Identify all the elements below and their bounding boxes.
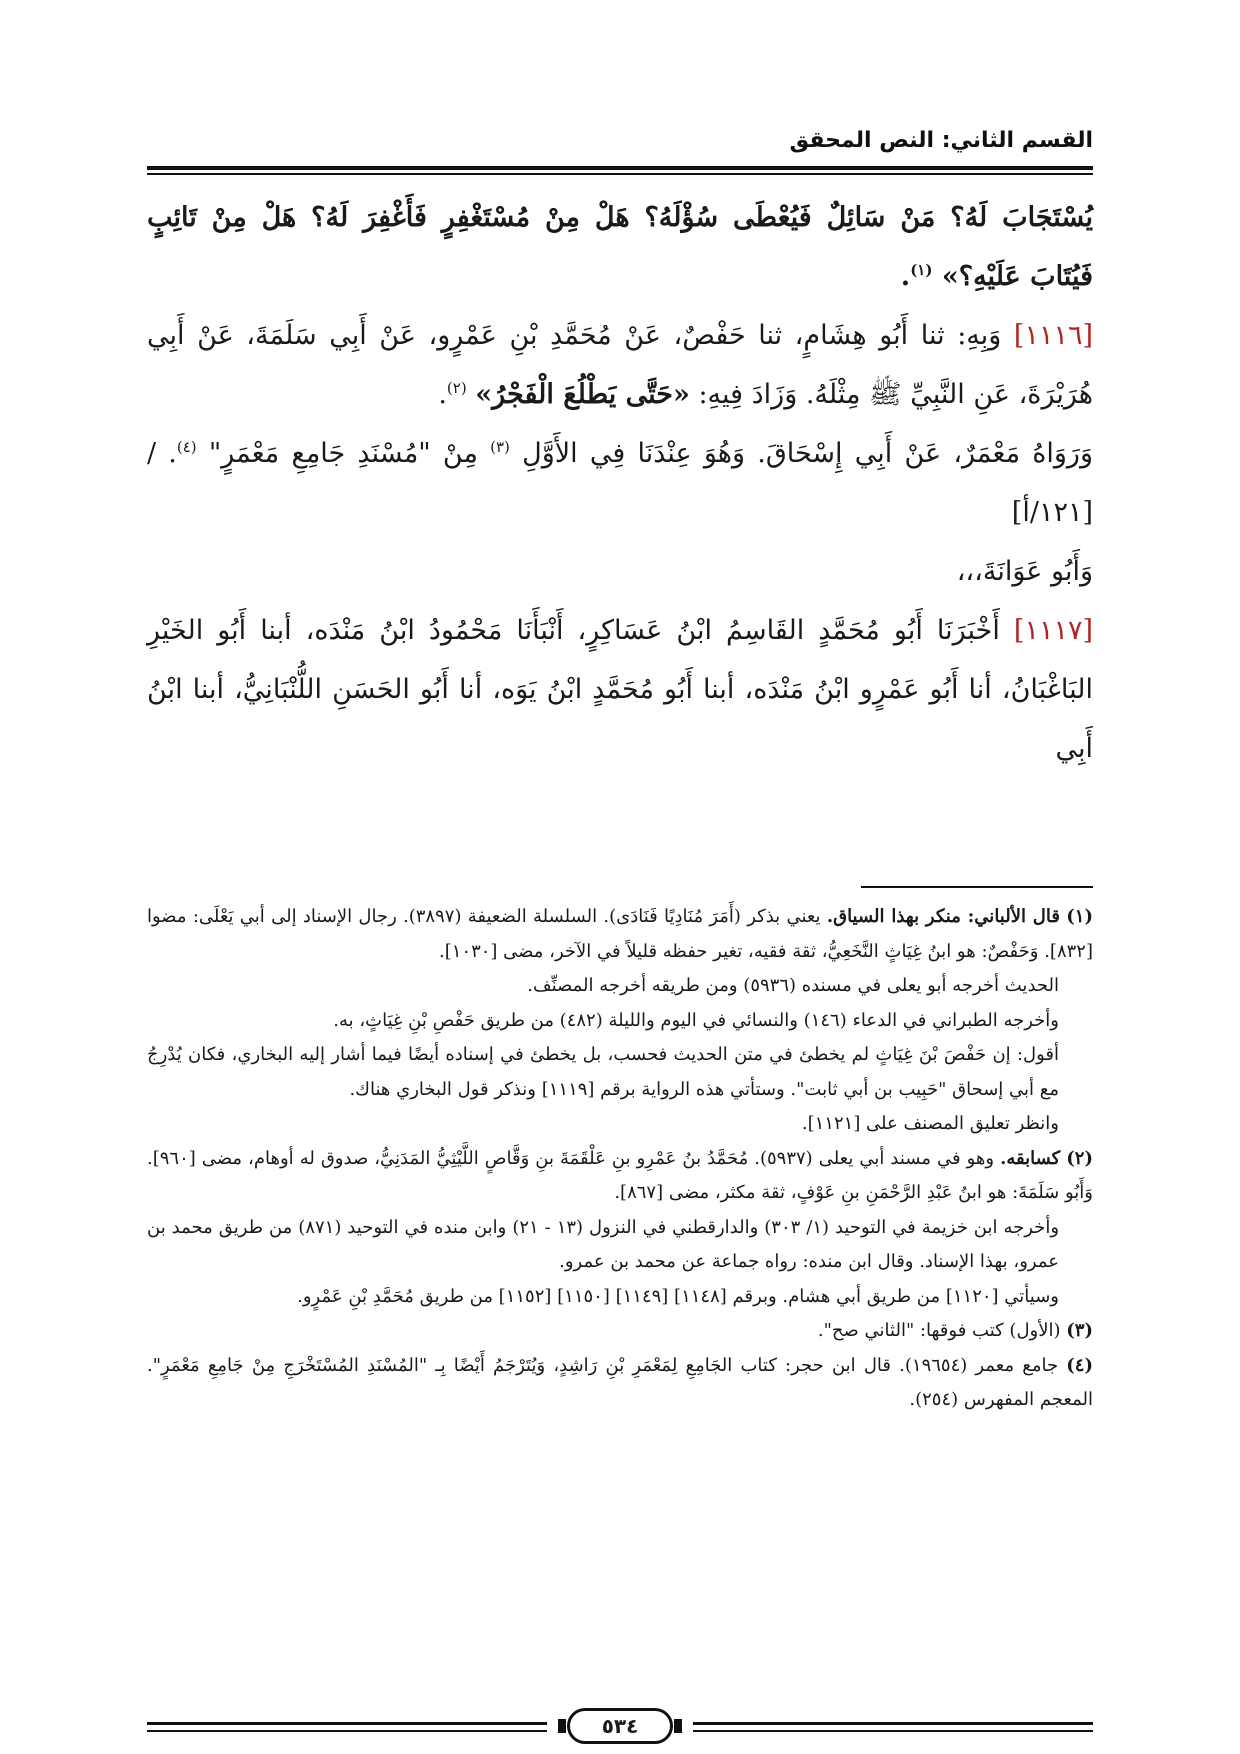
p4-text: وَأَبُو عَوَانَةَ،،، [956, 556, 1093, 587]
footnote-4-text: جامع معمر (١٩٦٥٤). قال ابن حجر: كتاب الجَامِعِ لِمَعْمَرِ بْنِ رَاشِدٍ، وَيُتَرْجَمُ أَيْضًا بِـ "المُسْنَدِ المُسْتَخْرَجِ مِنْ جَامِعِ مَعْمَرٍ". المعجم المفهرس (٢٥٤). [147, 1354, 1093, 1410]
footnote-separator [861, 886, 1093, 888]
page-number: ٥٣٤ [567, 1708, 673, 1744]
p3-text-b: مِنْ "مُسْنَدِ جَامِعِ مَعْمَرٍ" [208, 438, 478, 469]
footnote-2 [147, 1142, 1093, 1211]
footnote-3 [147, 1314, 1093, 1349]
footnote-1-line1: يعني بذكر (أَمَرَ مُنَادِيًا فَنَادَى). السلسلة الضعيفة (٣٨٩٧). رجال الإسناد إلى أبي يَعْلَى: مضوا [٨٣٢]. وَحَفْصٌ: هو ابنُ غِيَاثٍ النَّخَعِيُّ، ثقة فقيه، تغير حفظه قليلاً في الآخر، مضى [١٠٣٠]. [147, 906, 1093, 962]
footnote-ref-1: (١) [910, 261, 933, 279]
footnote-1-line5: وانظر تعليق المصنف على [١١٢١]. [801, 1113, 1059, 1134]
footnote-ref-2: (٢) [446, 379, 467, 397]
footnote-4 [147, 1349, 1093, 1418]
footnote-ref-4: (٤) [176, 438, 197, 456]
paragraph-5 [147, 601, 1093, 778]
p5-text: أَخْبَرَنَا أَبُو مُحَمَّدٍ القَاسِمُ ابْنُ عَسَاكِرٍ، أَنْبَأَنَا مَحْمُودُ ابْنُ مَنْدَه، أبنا أَبُو الخَيْرِ البَاغْبَانُ، أنا أَبُو عَمْرٍو ابْنُ مَنْدَه، أبنا أَبُو مُحَمَّدٍ ابْنُ يَوَه، أنا أَبُو الحَسَنِ اللُّنْبَانِيُّ، أبنا ابْنُ أَبِي [147, 615, 1093, 764]
footnote-1-line4: أقول: إن حَفْصَ بْنَ غِيَاثٍ لم يخطئ في متن الحديث فحسب، بل يخطئ في إسناده أيضًا فيما أشار إليه البخاري، فكان يُدْرِجُ مع أبي إسحاق "حَبِيب بن أبي ثابت". وستأتي هذه الرواية برقم [١١١٩] ونذكر قول البخاري هناك. [147, 1044, 1059, 1100]
footnote-3-text: (الأول) كتب فوقها: "الثاني صح". [817, 1320, 1061, 1341]
hadith-number-1117: [١١١٧] [1013, 615, 1094, 646]
footnote-2-line1: وهو في مسند أبي يعلى (٥٩٣٧). مُحَمَّدُ بنُ عَمْرِو بنِ عَلْقَمَةَ بنِ وَقَّاصٍ اللَّيْثِيُّ المَدَنِيُّ، صدوق له أوهام، مضى [٩٦٠]. وَأَبُو سَلَمَةَ: هو ابنُ عَبْدِ الرَّحْمَنِ بنِ عَوْفٍ، ثقة مكثر، مضى [٨٦٧]. [147, 1147, 1093, 1203]
footnote-2-lead: كسابقه. [1000, 1147, 1061, 1169]
footnote-1-line2: الحديث أخرجه أبو يعلى في مسنده (٥٩٣٦) ومن طريقه أخرجه المصنِّف. [527, 975, 1059, 996]
p2-text: وَبِهِ: ثنا أَبُو هِشَامٍ، ثنا حَفْصٌ، عَنْ مُحَمَّدِ بْنِ عَمْرٍو، عَنْ أَبِي سَلَمَةَ، عَنْ أَبِي هُرَيْرَةَ، عَنِ النَّبِيِّ ﷺ مِثْلَهُ. وَزَادَ فِيهِ: [147, 320, 1093, 410]
footnote-3-number: (٣) [1066, 1320, 1093, 1341]
p3-text-a: وَرَوَاهُ مَعْمَرٌ، عَنْ أَبِي إِسْحَاقَ. وَهُوَ عِنْدَنَا فِي الأَوَّلِ [522, 438, 1093, 469]
p2-quote: «حَتَّى يَطْلُعَ الْفَجْرُ» [475, 379, 690, 410]
footnote-ref-3: (٣) [490, 438, 510, 456]
footnote-2-line3: وسيأتي [١١٢٠] من طريق أبي هشام. وبرقم [١١٤٨] [١١٤٩] [١١٥٠] [١١٥٢] من طريق مُحَمَّدِ بْنِ عَمْرٍو. [297, 1285, 1059, 1307]
page-number-rule-left-thin [147, 1730, 547, 1732]
page-number-rule-right [693, 1722, 1093, 1725]
footnote-2-line2: وأخرجه ابن خزيمة في التوحيد (١/ ٣٠٣) والدارقطني في النزول (١٣ - ٢١) وابن منده في التوحيد (٨٧١) من طريق محمد بن عمرو، بهذا الإسناد. وقال ابن منده: رواه جماعة عن محمد بن عمرو. [147, 1216, 1060, 1272]
page-number-rule-left [147, 1722, 547, 1725]
page-number-rule-right-thin [693, 1730, 1093, 1732]
paragraph-2 [147, 306, 1093, 424]
footnote-1-lead: قال الألباني: منكر بهذا السياق. [826, 906, 1060, 927]
p3-text-c: . / [١٢١/أ] [147, 438, 1093, 528]
footnotes [147, 900, 1093, 1418]
page-number-ornament [147, 1708, 1093, 1748]
footnote-1-line3: وأخرجه الطبراني في الدعاء (١٤٦) والنسائي في اليوم والليلة (٤٨٢) من طريق حَفْصِ بْنِ غِيَاثٍ، به. [333, 1009, 1059, 1031]
footnote-1-number: (١) [1066, 906, 1093, 927]
footnote-1 [147, 900, 1093, 969]
paragraph-3 [147, 424, 1093, 542]
header-rule-thin [147, 173, 1093, 175]
paragraph-4 [147, 542, 1093, 601]
p2-end: . [438, 379, 447, 410]
running-header: القسم الثاني: النص المحقق [789, 128, 1093, 153]
header-rule-thick [147, 166, 1093, 170]
p1-end: . [900, 261, 911, 292]
hadith-number-1116: [١١١٦] [1013, 320, 1093, 351]
footnote-2-number: (٢) [1066, 1147, 1093, 1169]
p1-text: يُسْتَجَابَ لَهُ؟ مَنْ سَائِلٌ فَيُعْطَى سُؤْلَهُ؟ هَلْ مِنْ مُسْتَغْفِرٍ فَأَغْفِرَ لَهُ؟ هَلْ مِنْ تَائِبٍ فَيُتَابَ عَلَيْهِ؟» [147, 202, 1093, 292]
footnote-4-number: (٤) [1066, 1354, 1093, 1376]
paragraph-1 [147, 188, 1093, 306]
main-text [147, 188, 1093, 778]
